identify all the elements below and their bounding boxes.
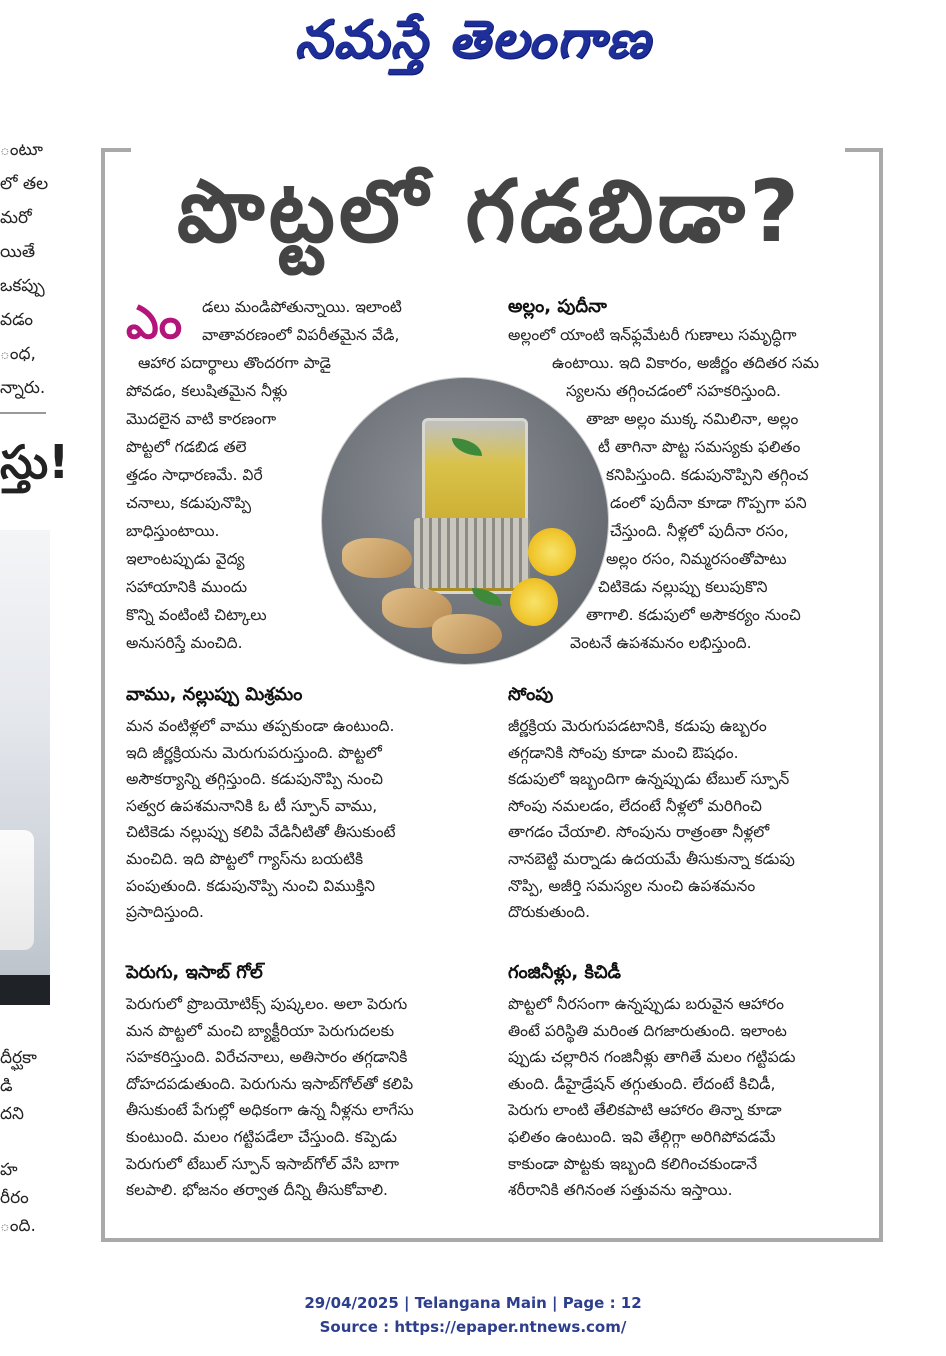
- intro-line: చనాలు, కడుపునొప్పి: [126, 494, 252, 512]
- ginger-line: అల్లంలో యాంటి ఇన్‌ఫ్లమేటరీ గుణాలు సమృద్ధిగా: [508, 326, 797, 344]
- body-line: మంచిది. ఇది పొట్టలో గ్యాస్‌ను బయటికి: [126, 849, 364, 868]
- body-line: కుంటుంది. మలం గట్టిపడేలా చేస్తుంది. కప్పెడు: [126, 1127, 398, 1146]
- frame-top-right: [845, 148, 879, 152]
- intro-line: ఆహార పదార్థాలు తొందరగా పాడై: [138, 354, 332, 372]
- body-line: తీసుకుంటే పేగుల్లో అధికంగా ఉన్న నీళ్లను లాగేసు: [126, 1101, 414, 1120]
- intro-line: పోవడం, కలుషితమైన నీళ్లు: [126, 382, 288, 400]
- section-title-ginger: అల్లం, పుదీనా: [508, 296, 607, 317]
- intro-line: కొన్ని వంటింటి చిట్కాలు: [126, 606, 267, 624]
- ginger-line: చేస్తుంది. నీళ్లలో పుదీనా రసం,: [610, 522, 789, 540]
- ginger-line: వెంటనే ఉపశమనం లభిస్తుంది.: [570, 634, 752, 652]
- body-line: కాకుండా పొట్టకు ఇబ్బంది కలిగించకుండానే: [508, 1154, 758, 1173]
- body-line: పొట్టలో నీరసంగా ఉన్నప్పుడు బరువైన ఆహారం: [508, 995, 784, 1013]
- glass-holder-image: [414, 518, 530, 588]
- section-title-ganji: గంజినీళ్లు, కిచిడీ: [508, 962, 621, 983]
- crop-text-line: దీర్ఘకా: [0, 1048, 37, 1068]
- drop-cap: ఎం: [126, 295, 183, 349]
- crop-text-line: మరో: [0, 208, 32, 228]
- crop-text-line: ంటూ: [0, 140, 43, 160]
- body-line: మన వంటిళ్లలో వాము తప్పకుండా ఉంటుంది.: [126, 717, 395, 735]
- crop-text-line: దని: [0, 1104, 24, 1124]
- ginger-tea-photo: [322, 378, 608, 664]
- crop-text-line: వడం: [0, 310, 34, 330]
- body-line: తింటే పరిస్థితి మరింత దిగజారుతుంది. ఇలాంట: [508, 1021, 787, 1040]
- masthead-logo: నమస్తే తెలంగాణ: [294, 10, 652, 70]
- intro-line: ఇలాంటప్పుడు వైద్య: [126, 550, 245, 568]
- intro-line: డలు మండిపోతున్నాయి. ఇలాంటి: [202, 298, 402, 316]
- body-line: అసౌకర్యాన్ని తగ్గిస్తుంది. కడుపునొప్పి నుంచి: [126, 770, 383, 789]
- neighbour-photo: [0, 530, 50, 1005]
- body-line: పెరుగులో ప్రొబయోటిక్స్ పుష్కలం. అలా పెరుగు: [126, 995, 408, 1013]
- intro-line: పొట్టలో గడబిడ తలె: [126, 438, 247, 456]
- intro-line: సహాయానికి ముందు: [126, 578, 248, 596]
- lemon-image: [510, 578, 558, 626]
- body-line: సత్వర ఉపశమనానికి ఓ టీ స్పూన్ వాము,: [126, 796, 378, 815]
- crop-headline: స్తు!: [0, 435, 70, 489]
- ginger-image: [432, 614, 502, 654]
- ginger-line: అల్లం రసం, నిమ్మరసంతోపాటు: [606, 550, 787, 568]
- ginger-image: [342, 538, 412, 578]
- body-line: తుంది. డీహైడ్రేషన్ తగ్గుతుంది. లేదంటే కిచిడీ,: [508, 1074, 776, 1093]
- body-line: ఫలితం ఉంటుంది. ఇవి తేల్గిగ్గా అరిగిపోవడమే: [508, 1127, 776, 1146]
- body-line: చిటికెడు నల్లుప్పు కలిపి వేడినీటితో తీసుకుంటే: [126, 823, 396, 842]
- article-headline: పొట్టలో గడబిడా?: [176, 162, 804, 262]
- frame-top-left: [101, 148, 131, 152]
- crop-text-line: రీరం: [0, 1188, 29, 1208]
- body-line: ప్రసాదిస్తుంది.: [126, 903, 204, 922]
- footer-date-edition: 29/04/2025 | Telangana Main | Page : 12: [304, 1294, 642, 1312]
- body-line: కడుపులో ఇబ్బందిగా ఉన్నప్పుడు టేబుల్ స్పూన్: [508, 770, 790, 789]
- body-line: మన పొట్టలో మంచి బ్యాక్టీరియా పెరుగుదలకు: [126, 1021, 395, 1040]
- crop-text-line: ంధ,: [0, 344, 36, 364]
- ginger-line: తాగాలి. కడుపులో అసౌకర్యం నుంచి: [586, 606, 801, 624]
- section-body-perugu: [126, 991, 486, 1204]
- section-title-perugu: పెరుగు, ఇసాబ్ గోల్: [126, 962, 263, 983]
- section-body-ganji: [508, 991, 858, 1204]
- ginger-line: తాజా అల్లం ముక్క నమిలినా, అల్లం: [586, 410, 799, 428]
- body-line: కలపాలి. భోజనం తర్వాత దీన్ని తీసుకోవాలి.: [126, 1181, 388, 1200]
- body-line: పెరుగులో టేబుల్ స్పూన్ ఇసాబ్‌గోల్ వేసి బాగా: [126, 1154, 400, 1173]
- body-line: సహకరిస్తుంది. విరేచనాలు, అతిసారం తగ్గడానికి: [126, 1048, 408, 1067]
- ginger-line: కనిపిస్తుంది. కడుపునొప్పిని తగ్గించ: [606, 466, 809, 484]
- lemon-image: [528, 528, 576, 576]
- crop-text-line: లో తల: [0, 174, 49, 194]
- body-line: జీర్ణక్రియ మెరుగుపడటానికి, కడుపు ఉబ్బరం: [508, 717, 767, 735]
- crop-text-line: ఒకప్పు: [0, 276, 45, 296]
- milk-glass-image: [0, 830, 34, 950]
- intro-line: వాతావరణంలో విపరీతమైన వేడి,: [202, 326, 400, 344]
- section-body-vamu: [126, 713, 486, 926]
- body-line: పెరుగు లాంటి తేలికపాటి ఆహారం తిన్నా కూడా: [508, 1101, 782, 1120]
- body-line: శరీరానికి తగినంత సత్తువను ఇస్తాయి.: [508, 1181, 733, 1200]
- body-line: దొరుకుతుంది.: [508, 903, 591, 922]
- body-line: ప్పుడు చల్లారిన గంజినీళ్లు తాగితే మలం గట్టిపడు: [508, 1048, 796, 1067]
- intro-line: బాధిస్తుంటాయి.: [126, 522, 220, 540]
- crop-text-line: హ: [0, 1160, 18, 1180]
- body-line: సోంపు నమలడం, లేదంటే నీళ్లలో మరిగించి: [508, 796, 762, 815]
- ginger-line: టీ తాగినా పొట్ట సమస్యకు ఫలితం: [598, 438, 801, 456]
- photo-base: [0, 975, 50, 1005]
- crop-text-line: యితే: [0, 242, 36, 262]
- intro-line: అనుసరిస్తే మంచిది.: [126, 634, 243, 652]
- body-line: తాగడం చేయాలి. సోంపును రాత్రంతా నీళ్లలో: [508, 823, 770, 842]
- footer-source-link[interactable]: Source : https://epaper.ntnews.com/: [319, 1318, 627, 1336]
- body-line: నానబెట్టి మర్నాడు ఉదయమే తీసుకున్నా కడుపు: [508, 849, 795, 868]
- ginger-line: స్యలను తగ్గించడంలో సహకరిస్తుంది.: [566, 382, 781, 400]
- section-title-vamu: వాము, నల్లుప్పు మిశ్రమం: [126, 684, 303, 705]
- crop-text-line: ంది.: [0, 1216, 36, 1236]
- ginger-line: ఉంటాయి. ఇది వికారం, అజీర్ణం తదితర సమ: [552, 354, 820, 372]
- crop-text-line: డి: [0, 1076, 13, 1096]
- intro-line: త్తడం సాధారణమే. విరే: [126, 466, 263, 484]
- section-title-sompu: సోంపు: [508, 684, 554, 705]
- ginger-line: చిటికెడు నల్లుప్పు కలుపుకొని: [598, 578, 768, 596]
- crop-text-line: న్నారు.: [0, 378, 46, 398]
- intro-line: మొదలైన వాటి కారణంగా: [126, 410, 277, 428]
- section-body-sompu: [508, 713, 858, 926]
- body-line: పంపుతుంది. కడుపునొప్పి నుంచి విముక్తిని: [126, 876, 375, 895]
- body-line: తగ్గడానికి సోంపు కూడా మంచి ఔషధం.: [508, 743, 739, 762]
- divider: [0, 412, 46, 414]
- body-line: దోహదపడుతుంది. పెరుగును ఇసాబ్‌గోల్‌తో కలిపి: [126, 1074, 414, 1093]
- body-line: నొప్పి, అజీర్తి సమస్యల నుంచి ఉపశమనం: [508, 876, 756, 895]
- ginger-line: డంలో పుదీనా కూడా గొప్పగా పని: [610, 494, 807, 512]
- body-line: ఇది జీర్ణక్రియను మెరుగుపరుస్తుంది. పొట్టలో: [126, 743, 382, 762]
